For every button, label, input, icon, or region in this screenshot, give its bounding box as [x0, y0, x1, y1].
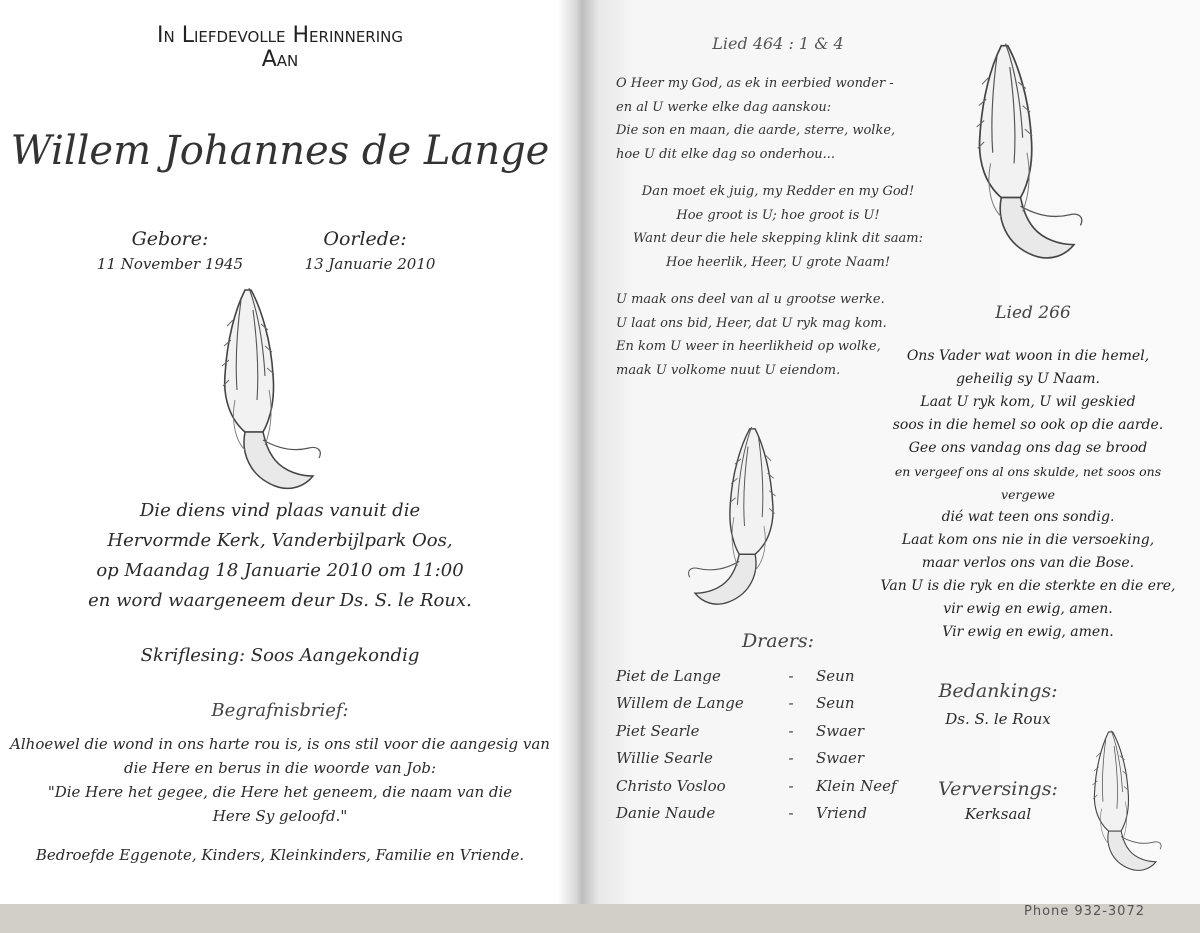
bearers-table [616, 662, 897, 827]
bearer-relation: Swaer [816, 721, 865, 740]
table-row [616, 690, 897, 718]
hymn-464-stanza-2 [628, 180, 928, 274]
verse-line: Hoe groot is U; hoe groot is U! [676, 207, 880, 223]
service-line: Hervormde Kerk, Vanderbijlpark Oos, [107, 530, 453, 551]
phone-number-fragment: Phone 932-3072 [1024, 904, 1145, 919]
table-row [616, 772, 897, 800]
prayer-line: Laat kom ons nie in die versoeking, [901, 532, 1155, 548]
verse-line: Want deur die hele skepping klink dit saam: [633, 231, 923, 246]
burial-line: Alhoewel die wond in ons harte rou is, is ons stil voor die aangesig van [10, 735, 550, 753]
burial-letter-title: Begrafnisbrief: [211, 700, 349, 721]
bearers-title: Draers: [741, 630, 815, 652]
scripture-reading: Skriflesing: Soos Aangekondig [140, 645, 420, 666]
prayer-line: Vir ewig en ewig, amen. [942, 624, 1114, 640]
verse-line: U laat ons bid, Heer, dat U ryk mag kom. [616, 315, 887, 331]
verse-line: hoe U dit elke dag so onderhou... [616, 146, 836, 162]
bearer-relation: Seun [816, 666, 855, 685]
service-details [0, 496, 560, 616]
deceased-name: Willem Johannes de Lange [10, 128, 550, 174]
lords-prayer [868, 345, 1188, 644]
prayer-line: Ons Vader wat woon in die hemel, [906, 348, 1150, 364]
prayer-line: vir ewig en ewig, amen. [943, 601, 1113, 617]
table-row [616, 745, 897, 773]
bearer-dash: - [788, 666, 794, 685]
verse-line: en al U werke elke dag aanskou: [616, 99, 832, 115]
bearer-name: Christo Vosloo [616, 776, 726, 795]
burial-line: "Die Here het gegee, die Here het geneem, die naam van die [47, 783, 513, 801]
bearer-relation: Seun [816, 694, 855, 713]
verse-line: En kom U weer in heerlikheid op wolke, [616, 339, 881, 354]
prayer-line: Van U is die ryk en die sterkte en die ere, [880, 578, 1176, 594]
prayer-line: soos in die hemel so ook op die aarde. [892, 417, 1164, 433]
hymn-464-title: Lied 464 : 1 & 4 [712, 34, 844, 53]
died-date: 13 Januarie 2010 [304, 255, 436, 273]
refreshments-value: Kerksaal [964, 805, 1032, 823]
bearer-name: Piet de Lange [616, 666, 721, 685]
burial-line: Here Sy geloofd." [212, 807, 348, 825]
bearer-name: Danie Naude [616, 804, 716, 823]
table-row [616, 800, 897, 828]
memorial-header-line2: Aan [261, 47, 299, 72]
praying-hands-icon [185, 280, 355, 495]
table-row [616, 717, 897, 745]
service-line: Die diens vind plaas vanuit die [139, 500, 421, 521]
prayer-line: Gee ons vandag ons dag se brood [908, 440, 1148, 456]
service-line: op Maandag 18 Januarie 2010 om 11:00 [96, 560, 464, 581]
prayer-line: en vergeef ons al ons skulde, net soos ons vergewe [894, 464, 1162, 502]
bearer-relation: Swaer [816, 749, 865, 768]
burial-letter-text [0, 732, 560, 828]
bearer-dash: - [788, 776, 794, 795]
verse-line: Hoe heerlik, Heer, U grote Naam! [665, 254, 891, 270]
mourners-line: Bedroefde Eggenote, Kinders, Kleinkinders, Familie en Vriende. [35, 846, 525, 864]
verse-line: Dan moet ek juig, my Redder en my God! [641, 184, 915, 199]
hymn-266-title: Lied 266 [995, 303, 1071, 323]
hymn-464-stanza-1 [616, 72, 916, 166]
bearer-relation: Klein Neef [816, 776, 897, 795]
bearer-name: Piet Searle [616, 721, 700, 740]
bearer-dash: - [788, 749, 794, 768]
verse-line: Die son en maan, die aarde, sterre, wolke, [616, 123, 896, 138]
page-fold [558, 0, 598, 910]
prayer-line: geheilig sy U Naam. [956, 371, 1100, 387]
verse-line: U maak ons deel van al u grootse werke. [616, 292, 885, 307]
verse-line: maak U volkome nuut U eiendom. [616, 362, 841, 378]
thanks-value: Ds. S. le Roux [945, 710, 1051, 728]
table-row [616, 662, 897, 690]
right-page [598, 0, 1200, 910]
bearer-dash: - [788, 694, 794, 713]
memorial-header-line1: In Liefdevolle Herinnering [157, 23, 403, 48]
born-label: Gebore: [131, 228, 209, 250]
bearer-name: Willem de Lange [616, 694, 744, 713]
verse-line: O Heer my God, as ek in eerbied wonder - [616, 76, 894, 91]
born-date: 11 November 1945 [96, 255, 244, 273]
prayer-line: maar verlos ons van die Bose. [921, 555, 1135, 571]
praying-hands-icon [938, 35, 1118, 265]
scan-bottom-strip [0, 904, 1200, 933]
prayer-line: Laat U ryk kom, U wil geskied [920, 394, 1136, 410]
service-line: en word waargeneem deur Ds. S. le Roux. [88, 590, 472, 611]
bearer-relation: Vriend [816, 804, 867, 823]
refreshments-title: Verversings: [938, 778, 1058, 800]
burial-line: die Here en berus in die woorde van Job: [123, 759, 437, 777]
praying-hands-icon [658, 420, 808, 610]
bearer-name: Willie Searle [616, 749, 713, 768]
thanks-title: Bedankings: [938, 680, 1058, 702]
praying-hands-icon [1076, 725, 1176, 875]
left-page [0, 0, 580, 910]
bearer-dash: - [788, 804, 794, 823]
bearer-dash: - [788, 721, 794, 740]
died-label: Oorlede: [323, 228, 407, 250]
prayer-line: dié wat teen ons sondig. [941, 509, 1115, 525]
